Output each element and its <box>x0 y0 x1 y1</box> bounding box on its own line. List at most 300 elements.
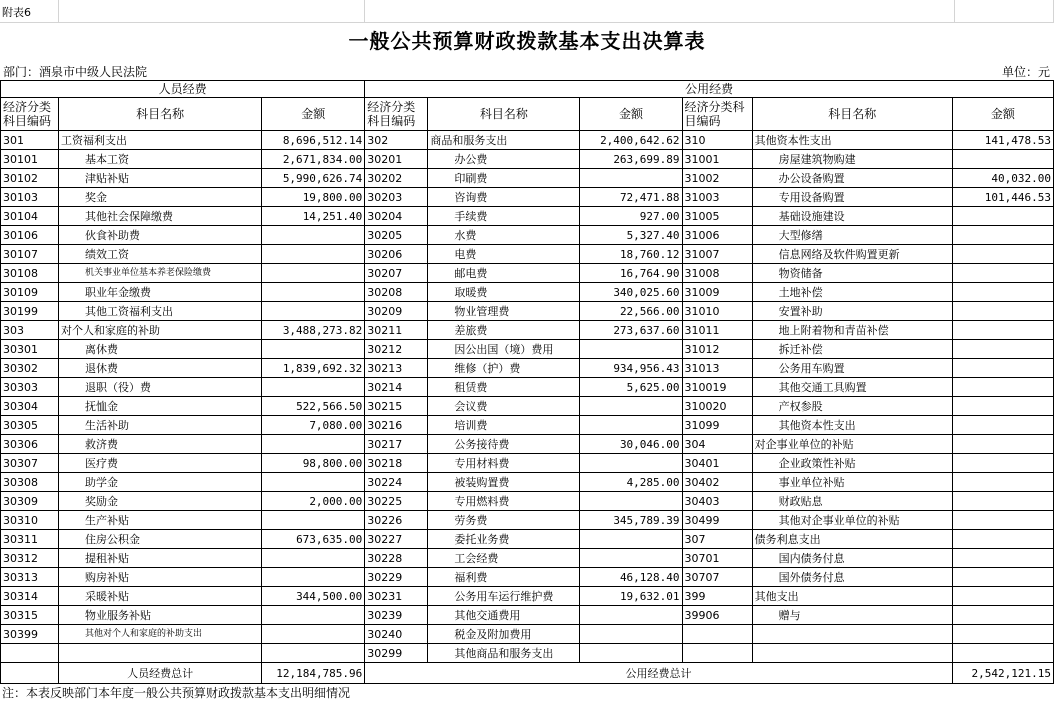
goods-name-cell: 工会经费 <box>428 549 580 568</box>
goods-code-cell: 30203 <box>365 188 428 207</box>
personnel-amount-cell: 7,080.00 <box>262 416 365 435</box>
personnel-name-cell: 奖励金 <box>59 492 262 511</box>
personnel-amount-cell: 14,251.40 <box>262 207 365 226</box>
capital-code-cell: 307 <box>682 530 752 549</box>
goods-code-cell: 30204 <box>365 207 428 226</box>
goods-code-cell: 30205 <box>365 226 428 245</box>
personnel-name-cell: 生活补助 <box>59 416 262 435</box>
column-header-name: 科目名称 <box>59 98 262 131</box>
department-row <box>0 61 1054 80</box>
capital-code-cell: 310 <box>682 131 752 150</box>
capital-code-cell: 30707 <box>682 568 752 587</box>
capital-code-cell: 39906 <box>682 606 752 625</box>
personnel-name-cell: 生产补贴 <box>59 511 262 530</box>
capital-amount-cell <box>952 397 1053 416</box>
personnel-name-cell: 物业服务补贴 <box>59 606 262 625</box>
capital-name-cell: 大型修缮 <box>752 226 952 245</box>
capital-amount-cell <box>952 302 1053 321</box>
capital-code-cell: 304 <box>682 435 752 454</box>
personnel-amount-cell <box>262 549 365 568</box>
capital-amount-cell <box>952 454 1053 473</box>
personnel-amount-cell: 344,500.00 <box>262 587 365 606</box>
capital-amount-cell <box>952 435 1053 454</box>
capital-code-cell: 310019 <box>682 378 752 397</box>
capital-code-cell: 31011 <box>682 321 752 340</box>
personnel-amount-cell: 2,671,834.00 <box>262 150 365 169</box>
personnel-name-cell: 工资福利支出 <box>59 131 262 150</box>
table-row <box>1 302 1054 321</box>
personnel-code-cell: 30307 <box>1 454 59 473</box>
personnel-amount-cell: 8,696,512.14 <box>262 131 365 150</box>
footnote: 注：本表反映部门本年度一般公共预算财政拨款基本支出明细情况 <box>2 686 351 700</box>
capital-amount-cell <box>952 321 1053 340</box>
capital-amount-cell: 141,478.53 <box>952 131 1053 150</box>
capital-amount-cell <box>952 492 1053 511</box>
goods-amount-cell: 5,625.00 <box>580 378 682 397</box>
table-row <box>1 625 1054 644</box>
goods-code-cell: 30211 <box>365 321 428 340</box>
public-total-label: 公用经费总计 <box>365 663 952 684</box>
goods-amount-cell <box>580 169 682 188</box>
personnel-code-cell: 30306 <box>1 435 59 454</box>
capital-name-cell: 国内债务付息 <box>752 549 952 568</box>
table-row <box>1 131 1054 150</box>
capital-code-cell: 31007 <box>682 245 752 264</box>
table-row <box>1 587 1054 606</box>
personnel-amount-cell <box>262 511 365 530</box>
capital-name-cell <box>752 625 952 644</box>
goods-name-cell: 物业管理费 <box>428 302 580 321</box>
totals-row <box>1 663 1054 684</box>
department-label: 部门：酒泉市中级人民法院 <box>3 65 148 79</box>
goods-amount-cell: 340,025.60 <box>580 283 682 302</box>
goods-name-cell: 租赁费 <box>428 378 580 397</box>
goods-amount-cell: 273,637.60 <box>580 321 682 340</box>
capital-amount-cell <box>952 644 1053 663</box>
goods-code-cell: 302 <box>365 131 428 150</box>
capital-code-cell: 31008 <box>682 264 752 283</box>
capital-amount-cell <box>952 207 1053 226</box>
personnel-code-cell: 30314 <box>1 587 59 606</box>
table-row <box>1 207 1054 226</box>
capital-code-cell: 310020 <box>682 397 752 416</box>
capital-name-cell: 对企事业单位的补贴 <box>752 435 952 454</box>
top-grid-row <box>0 0 1054 23</box>
personnel-name-cell: 救济费 <box>59 435 262 454</box>
personnel-name-cell: 住房公积金 <box>59 530 262 549</box>
personnel-name-cell: 伙食补助费 <box>59 226 262 245</box>
personnel-amount-cell <box>262 568 365 587</box>
capital-amount-cell <box>952 549 1053 568</box>
goods-name-cell: 取暖费 <box>428 283 580 302</box>
capital-code-cell: 30499 <box>682 511 752 530</box>
capital-name-cell: 专用设备购置 <box>752 188 952 207</box>
goods-code-cell: 30212 <box>365 340 428 359</box>
table-row <box>1 321 1054 340</box>
capital-name-cell: 其他资本性支出 <box>752 416 952 435</box>
goods-amount-cell: 72,471.88 <box>580 188 682 207</box>
table-row <box>1 150 1054 169</box>
personnel-code-cell: 30301 <box>1 340 59 359</box>
goods-code-cell: 30299 <box>365 644 428 663</box>
personnel-code-cell: 30310 <box>1 511 59 530</box>
goods-name-cell: 邮电费 <box>428 264 580 283</box>
personnel-amount-cell <box>262 226 365 245</box>
column-header-amount: 金额 <box>262 98 365 131</box>
capital-code-cell: 31005 <box>682 207 752 226</box>
table-row <box>1 340 1054 359</box>
personnel-amount-cell: 522,566.50 <box>262 397 365 416</box>
personnel-code-cell: 30109 <box>1 283 59 302</box>
personnel-name-cell: 助学金 <box>59 473 262 492</box>
personnel-code-cell: 30303 <box>1 378 59 397</box>
capital-amount-cell <box>952 568 1053 587</box>
personnel-code-cell: 30302 <box>1 359 59 378</box>
goods-code-cell: 30214 <box>365 378 428 397</box>
personnel-amount-cell <box>262 435 365 454</box>
capital-name-cell: 物资储备 <box>752 264 952 283</box>
personnel-name-cell: 采暖补贴 <box>59 587 262 606</box>
personnel-total-amount: 12,184,785.96 <box>262 663 365 684</box>
goods-amount-cell: 927.00 <box>580 207 682 226</box>
capital-amount-cell <box>952 359 1053 378</box>
personnel-amount-cell: 2,000.00 <box>262 492 365 511</box>
personnel-amount-cell <box>262 340 365 359</box>
personnel-code-cell: 30305 <box>1 416 59 435</box>
goods-amount-cell: 19,632.01 <box>580 587 682 606</box>
table-row <box>1 435 1054 454</box>
goods-name-cell: 印刷费 <box>428 169 580 188</box>
goods-name-cell: 公务用车运行维护费 <box>428 587 580 606</box>
capital-name-cell: 房屋建筑物购建 <box>752 150 952 169</box>
goods-code-cell: 30227 <box>365 530 428 549</box>
column-header-name: 科目名称 <box>428 98 580 131</box>
capital-name-cell: 赠与 <box>752 606 952 625</box>
goods-amount-cell <box>580 606 682 625</box>
goods-name-cell: 电费 <box>428 245 580 264</box>
table-row <box>1 264 1054 283</box>
capital-amount-cell <box>952 511 1053 530</box>
goods-code-cell: 30213 <box>365 359 428 378</box>
column-header-name: 科目名称 <box>752 98 952 131</box>
column-header-code: 经济分类科目编码 <box>682 98 752 131</box>
goods-name-cell: 专用燃料费 <box>428 492 580 511</box>
capital-name-cell: 事业单位补贴 <box>752 473 952 492</box>
goods-code-cell: 30226 <box>365 511 428 530</box>
table-row <box>1 359 1054 378</box>
table-row <box>1 245 1054 264</box>
personnel-amount-cell: 3,488,273.82 <box>262 321 365 340</box>
personnel-name-cell: 其他对个人和家庭的补助支出 <box>59 625 262 644</box>
goods-code-cell: 30217 <box>365 435 428 454</box>
personnel-amount-cell: 5,990,626.74 <box>262 169 365 188</box>
goods-amount-cell <box>580 492 682 511</box>
personnel-name-cell: 其他社会保障缴费 <box>59 207 262 226</box>
table-row <box>1 606 1054 625</box>
personnel-code-cell: 30108 <box>1 264 59 283</box>
goods-code-cell: 30225 <box>365 492 428 511</box>
capital-code-cell: 31006 <box>682 226 752 245</box>
column-header-amount: 金额 <box>580 98 682 131</box>
personnel-code-cell: 30315 <box>1 606 59 625</box>
goods-amount-cell: 5,327.40 <box>580 226 682 245</box>
capital-name-cell: 财政贴息 <box>752 492 952 511</box>
capital-amount-cell <box>952 378 1053 397</box>
personnel-amount-cell: 98,800.00 <box>262 454 365 473</box>
personnel-name-cell: 奖金 <box>59 188 262 207</box>
goods-code-cell: 30209 <box>365 302 428 321</box>
personnel-code-cell: 30311 <box>1 530 59 549</box>
goods-name-cell: 福利费 <box>428 568 580 587</box>
capital-name-cell: 土地补偿 <box>752 283 952 302</box>
personnel-amount-cell <box>262 264 365 283</box>
goods-amount-cell <box>580 397 682 416</box>
goods-name-cell: 税金及附加费用 <box>428 625 580 644</box>
capital-name-cell: 其他对企事业单位的补贴 <box>752 511 952 530</box>
goods-code-cell: 30229 <box>365 568 428 587</box>
goods-code-cell: 30215 <box>365 397 428 416</box>
personnel-name-cell: 绩效工资 <box>59 245 262 264</box>
capital-code-cell: 31012 <box>682 340 752 359</box>
goods-code-cell: 30202 <box>365 169 428 188</box>
goods-code-cell: 30218 <box>365 454 428 473</box>
goods-code-cell: 30231 <box>365 587 428 606</box>
personnel-amount-cell: 1,839,692.32 <box>262 359 365 378</box>
personnel-code-cell: 30199 <box>1 302 59 321</box>
section-public-header: 公用经费 <box>365 81 1054 98</box>
goods-amount-cell: 22,566.00 <box>580 302 682 321</box>
goods-amount-cell <box>580 530 682 549</box>
personnel-amount-cell <box>262 245 365 264</box>
goods-amount-cell: 934,956.43 <box>580 359 682 378</box>
personnel-code-cell: 30107 <box>1 245 59 264</box>
capital-name-cell: 企业政策性补贴 <box>752 454 952 473</box>
goods-amount-cell: 30,046.00 <box>580 435 682 454</box>
goods-amount-cell: 263,699.89 <box>580 150 682 169</box>
capital-amount-cell: 40,032.00 <box>952 169 1053 188</box>
goods-name-cell: 咨询费 <box>428 188 580 207</box>
goods-code-cell: 30216 <box>365 416 428 435</box>
personnel-name-cell: 基本工资 <box>59 150 262 169</box>
capital-code-cell: 30402 <box>682 473 752 492</box>
goods-name-cell: 商品和服务支出 <box>428 131 580 150</box>
goods-name-cell: 其他交通费用 <box>428 606 580 625</box>
table-row <box>1 644 1054 663</box>
personnel-amount-cell: 673,635.00 <box>262 530 365 549</box>
expenditure-table <box>0 80 1054 684</box>
capital-code-cell: 31099 <box>682 416 752 435</box>
personnel-code-cell: 30106 <box>1 226 59 245</box>
capital-code-cell: 31003 <box>682 188 752 207</box>
page-title: 一般公共预算财政拨款基本支出决算表 <box>348 29 706 53</box>
capital-name-cell: 其他资本性支出 <box>752 131 952 150</box>
goods-name-cell: 水费 <box>428 226 580 245</box>
personnel-code-cell: 30101 <box>1 150 59 169</box>
table-row <box>1 378 1054 397</box>
capital-code-cell: 31002 <box>682 169 752 188</box>
capital-name-cell: 债务利息支出 <box>752 530 952 549</box>
personnel-name-cell <box>59 644 262 663</box>
table-row <box>1 397 1054 416</box>
personnel-code-cell: 30304 <box>1 397 59 416</box>
personnel-code-cell: 303 <box>1 321 59 340</box>
capital-code-cell: 30403 <box>682 492 752 511</box>
personnel-name-cell: 机关事业单位基本养老保险缴费 <box>59 264 262 283</box>
table-row <box>1 549 1054 568</box>
personnel-code-cell: 30102 <box>1 169 59 188</box>
personnel-name-cell: 抚恤金 <box>59 397 262 416</box>
personnel-name-cell: 医疗费 <box>59 454 262 473</box>
capital-code-cell: 31013 <box>682 359 752 378</box>
capital-amount-cell <box>952 473 1053 492</box>
capital-amount-cell <box>952 340 1053 359</box>
goods-amount-cell <box>580 454 682 473</box>
goods-amount-cell <box>580 340 682 359</box>
capital-code-cell <box>682 625 752 644</box>
goods-amount-cell: 46,128.40 <box>580 568 682 587</box>
goods-name-cell: 因公出国（境）费用 <box>428 340 580 359</box>
capital-amount-cell <box>952 150 1053 169</box>
goods-amount-cell: 16,764.90 <box>580 264 682 283</box>
personnel-code-cell: 30308 <box>1 473 59 492</box>
table-row <box>1 492 1054 511</box>
personnel-code-cell: 30103 <box>1 188 59 207</box>
column-header-amount: 金额 <box>952 98 1053 131</box>
capital-amount-cell <box>952 416 1053 435</box>
capital-amount-cell <box>952 606 1053 625</box>
personnel-name-cell: 离休费 <box>59 340 262 359</box>
goods-name-cell: 办公费 <box>428 150 580 169</box>
goods-name-cell: 差旅费 <box>428 321 580 340</box>
goods-name-cell: 被装购置费 <box>428 473 580 492</box>
goods-name-cell: 委托业务费 <box>428 530 580 549</box>
table-row <box>1 283 1054 302</box>
personnel-name-cell: 津贴补贴 <box>59 169 262 188</box>
table-row <box>1 473 1054 492</box>
capital-amount-cell <box>952 283 1053 302</box>
personnel-amount-cell: 19,800.00 <box>262 188 365 207</box>
personnel-name-cell: 职业年金缴费 <box>59 283 262 302</box>
capital-amount-cell <box>952 226 1053 245</box>
capital-amount-cell <box>952 587 1053 606</box>
capital-code-cell: 399 <box>682 587 752 606</box>
capital-name-cell: 办公设备购置 <box>752 169 952 188</box>
goods-code-cell: 30201 <box>365 150 428 169</box>
goods-name-cell: 其他商品和服务支出 <box>428 644 580 663</box>
personnel-code-cell <box>1 644 59 663</box>
goods-amount-cell <box>580 416 682 435</box>
capital-name-cell: 公务用车购置 <box>752 359 952 378</box>
personnel-amount-cell <box>262 606 365 625</box>
personnel-name-cell: 对个人和家庭的补助 <box>59 321 262 340</box>
capital-name-cell: 其他交通工具购置 <box>752 378 952 397</box>
personnel-amount-cell <box>262 625 365 644</box>
goods-amount-cell <box>580 625 682 644</box>
file-number-label: 附表6 <box>2 6 31 19</box>
capital-name-cell <box>752 644 952 663</box>
personnel-code-cell: 30104 <box>1 207 59 226</box>
goods-amount-cell: 345,789.39 <box>580 511 682 530</box>
capital-code-cell: 31010 <box>682 302 752 321</box>
capital-amount-cell <box>952 264 1053 283</box>
goods-name-cell: 维修（护）费 <box>428 359 580 378</box>
personnel-amount-cell <box>262 302 365 321</box>
unit-label: 单位：元 <box>1001 65 1050 79</box>
capital-name-cell: 基础设施建设 <box>752 207 952 226</box>
goods-code-cell: 30207 <box>365 264 428 283</box>
table-row <box>1 511 1054 530</box>
capital-code-cell: 30401 <box>682 454 752 473</box>
table-row <box>1 188 1054 207</box>
personnel-amount-cell <box>262 378 365 397</box>
goods-code-cell: 30240 <box>365 625 428 644</box>
column-header-code: 经济分类科目编码 <box>365 98 428 131</box>
capital-name-cell: 拆迁补偿 <box>752 340 952 359</box>
capital-name-cell: 地上附着物和青苗补偿 <box>752 321 952 340</box>
goods-amount-cell: 4,285.00 <box>580 473 682 492</box>
capital-name-cell: 国外债务付息 <box>752 568 952 587</box>
personnel-amount-cell <box>262 473 365 492</box>
goods-amount-cell <box>580 549 682 568</box>
capital-amount-cell: 101,446.53 <box>952 188 1053 207</box>
personnel-total-label: 人员经费总计 <box>59 663 262 684</box>
capital-code-cell <box>682 644 752 663</box>
table-row <box>1 169 1054 188</box>
section-personnel-header: 人员经费 <box>1 81 365 98</box>
personnel-code-cell: 30313 <box>1 568 59 587</box>
personnel-name-cell: 退职（役）费 <box>59 378 262 397</box>
goods-code-cell: 30224 <box>365 473 428 492</box>
table-row <box>1 568 1054 587</box>
personnel-code-cell: 30309 <box>1 492 59 511</box>
personnel-code-cell: 301 <box>1 131 59 150</box>
goods-amount-cell: 2,400,642.62 <box>580 131 682 150</box>
capital-code-cell: 30701 <box>682 549 752 568</box>
table-row <box>1 530 1054 549</box>
goods-code-cell: 30208 <box>365 283 428 302</box>
capital-name-cell: 安置补助 <box>752 302 952 321</box>
goods-amount-cell: 18,760.12 <box>580 245 682 264</box>
capital-name-cell: 产权参股 <box>752 397 952 416</box>
goods-name-cell: 劳务费 <box>428 511 580 530</box>
capital-code-cell: 31009 <box>682 283 752 302</box>
table-row <box>1 416 1054 435</box>
goods-name-cell: 会议费 <box>428 397 580 416</box>
goods-code-cell: 30228 <box>365 549 428 568</box>
goods-name-cell: 公务接待费 <box>428 435 580 454</box>
capital-name-cell: 其他支出 <box>752 587 952 606</box>
goods-amount-cell <box>580 644 682 663</box>
personnel-code-cell: 30312 <box>1 549 59 568</box>
public-total-amount: 2,542,121.15 <box>952 663 1053 684</box>
personnel-name-cell: 购房补贴 <box>59 568 262 587</box>
goods-name-cell: 手续费 <box>428 207 580 226</box>
column-header-code: 经济分类科目编码 <box>1 98 59 131</box>
table-row <box>1 454 1054 473</box>
goods-code-cell: 30239 <box>365 606 428 625</box>
personnel-name-cell: 退休费 <box>59 359 262 378</box>
personnel-name-cell: 其他工资福利支出 <box>59 302 262 321</box>
goods-name-cell: 培训费 <box>428 416 580 435</box>
table-row <box>1 226 1054 245</box>
capital-amount-cell <box>952 530 1053 549</box>
personnel-code-cell: 30399 <box>1 625 59 644</box>
personnel-name-cell: 提租补贴 <box>59 549 262 568</box>
goods-name-cell: 专用材料费 <box>428 454 580 473</box>
goods-code-cell: 30206 <box>365 245 428 264</box>
personnel-amount-cell <box>262 644 365 663</box>
personnel-amount-cell <box>262 283 365 302</box>
